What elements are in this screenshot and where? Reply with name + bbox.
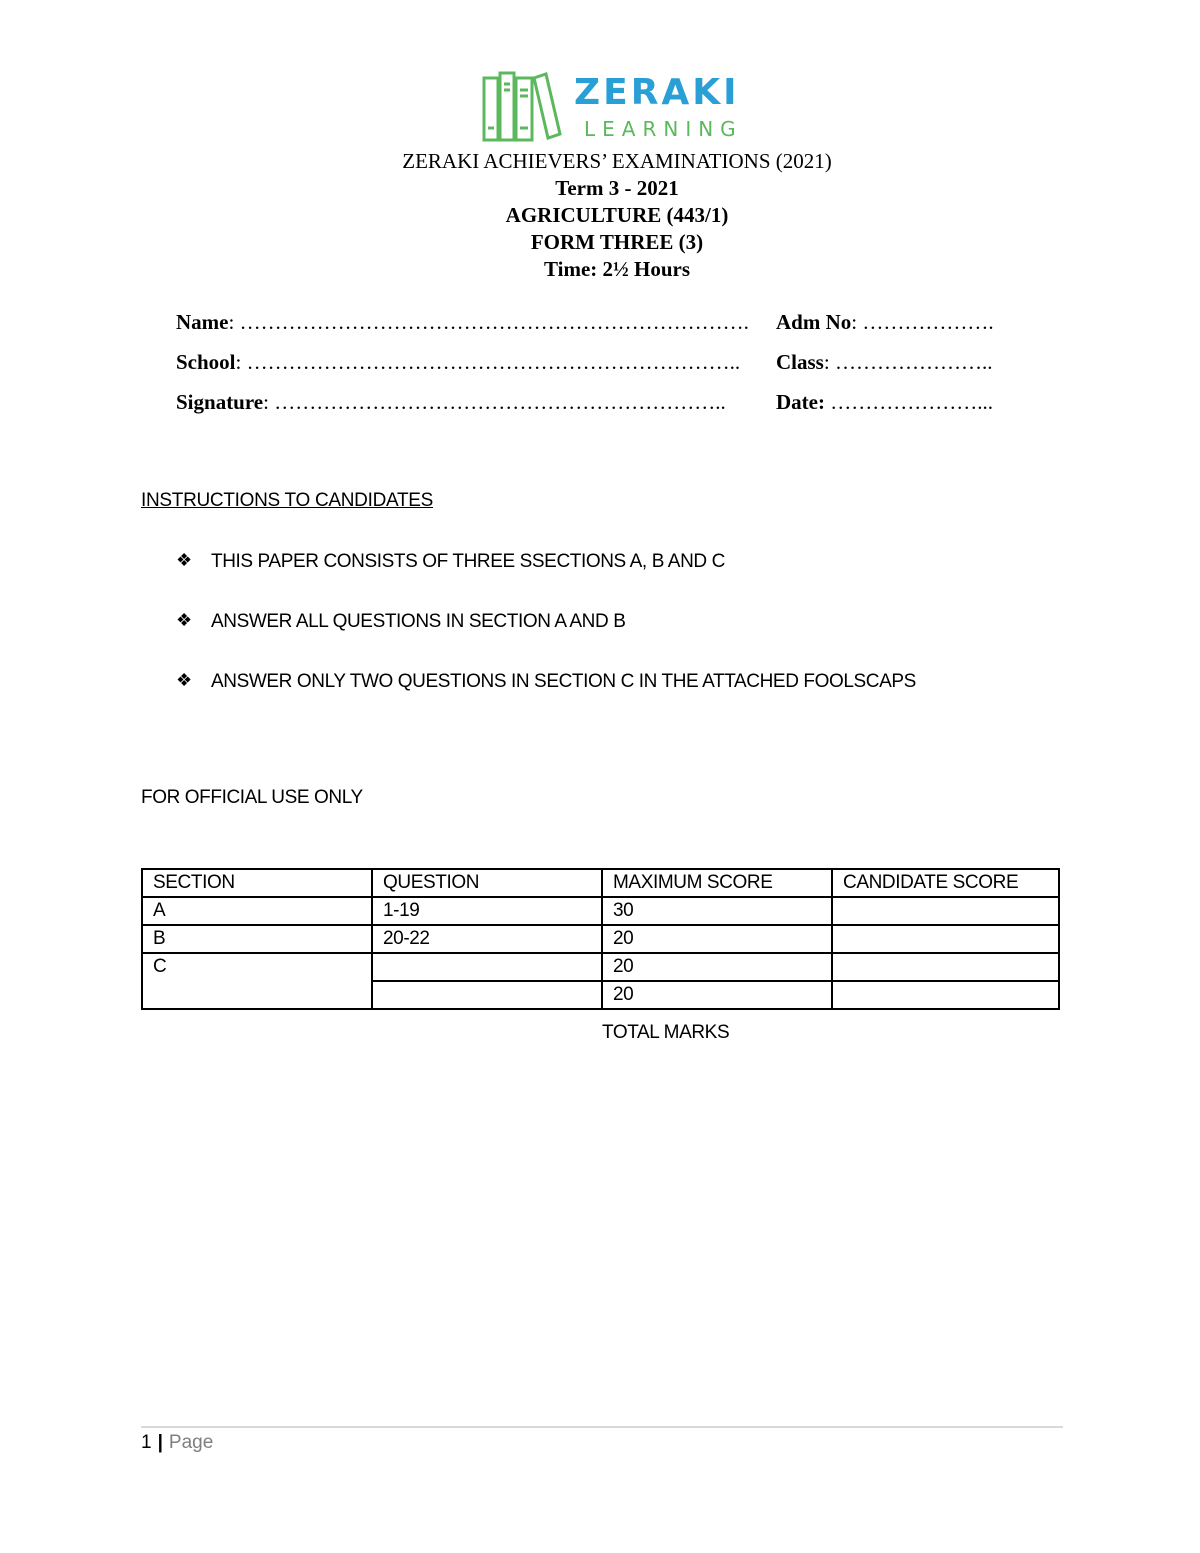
candidate-score-cell[interactable]: [832, 897, 1059, 925]
candidate-score-cell[interactable]: [832, 925, 1059, 953]
footer-separator: |: [157, 1432, 163, 1453]
adm-field[interactable]: : ……………….: [851, 310, 994, 334]
adm-group: [776, 310, 994, 335]
candidate-score-cell[interactable]: [832, 953, 1059, 981]
column-header-question: QUESTION: [372, 869, 602, 897]
logo-brand-text: ZERAKI: [574, 72, 740, 113]
exam-form: FORM THREE (3): [530, 230, 704, 254]
name-row: [176, 310, 1056, 350]
column-header-section: SECTION: [142, 869, 372, 897]
exam-term: Term 3 - 2021: [555, 176, 679, 200]
question-cell: [372, 953, 602, 981]
zeraki-logo: [478, 70, 768, 145]
date-field[interactable]: …………………...: [824, 390, 993, 414]
books-logo-icon: [478, 70, 568, 145]
candidate-details: [176, 310, 1056, 430]
section-cell: A: [142, 897, 372, 925]
section-cell: C: [142, 953, 372, 1009]
signature-row: [176, 390, 1056, 430]
school-row: [176, 350, 1056, 390]
name-label: Name: [176, 310, 229, 334]
exam-time: Time: 2½ Hours: [543, 257, 691, 281]
question-cell: [372, 981, 602, 1009]
exam-title: ZERAKI ACHIEVERS’ EXAMINATIONS (2021): [402, 149, 832, 173]
score-table: [141, 868, 1060, 1010]
signature-field[interactable]: : ………………………………………………………..: [263, 390, 726, 414]
date-group: [776, 390, 993, 415]
exam-subject: AGRICULTURE (443/1): [505, 203, 729, 227]
diamond-bullet-icon: ❖: [176, 670, 192, 690]
signature-label: Signature: [176, 390, 264, 414]
table-row: [142, 953, 1059, 981]
class-field[interactable]: : …………………..: [823, 350, 993, 374]
max-score-cell: 20: [602, 981, 832, 1009]
section-cell: B: [142, 925, 372, 953]
question-cell: 1-19: [372, 897, 602, 925]
page-word: Page: [168, 1432, 214, 1453]
exam-header: [0, 148, 1200, 283]
max-score-cell: 20: [602, 953, 832, 981]
adm-label: Adm No: [776, 310, 852, 334]
official-use-heading: FOR OFFICIAL USE ONLY: [141, 787, 363, 808]
name-field[interactable]: : ……………………………………………………………….: [228, 310, 749, 334]
candidate-score-cell[interactable]: [832, 981, 1059, 1009]
diamond-bullet-icon: ❖: [176, 610, 192, 630]
logo-subtitle-text: LEARNING: [584, 117, 743, 141]
page-number: 1: [141, 1432, 152, 1453]
max-score-cell: 30: [602, 897, 832, 925]
date-label: Date:: [776, 390, 825, 414]
instructions-heading: INSTRUCTIONS TO CANDIDATES: [141, 490, 434, 511]
total-marks-label: TOTAL MARKS: [602, 1022, 730, 1043]
max-score-cell: 20: [602, 925, 832, 953]
column-header-maximum-score: MAXIMUM SCORE: [602, 869, 832, 897]
footer-divider: [141, 1426, 1063, 1428]
class-label: Class: [776, 350, 824, 374]
school-label: School: [176, 350, 236, 374]
column-header-candidate-score: CANDIDATE SCORE: [832, 869, 1059, 897]
instruction-text: ANSWER ALL QUESTIONS IN SECTION A AND B: [211, 611, 626, 632]
page-footer: [141, 1432, 213, 1454]
table-row: [142, 897, 1059, 925]
diamond-bullet-icon: ❖: [176, 550, 192, 570]
instruction-text: ANSWER ONLY TWO QUESTIONS IN SECTION C IN THE ATTACHED FOOLSCAPS: [211, 671, 916, 692]
class-group: [776, 350, 992, 375]
school-field[interactable]: : ……………………………………………………………..: [235, 350, 741, 374]
instruction-text: THIS PAPER CONSISTS OF THREE SSECTIONS A, B AND C: [211, 551, 725, 572]
question-cell: 20-22: [372, 925, 602, 953]
table-header-row: [142, 869, 1059, 897]
table-row: [142, 925, 1059, 953]
